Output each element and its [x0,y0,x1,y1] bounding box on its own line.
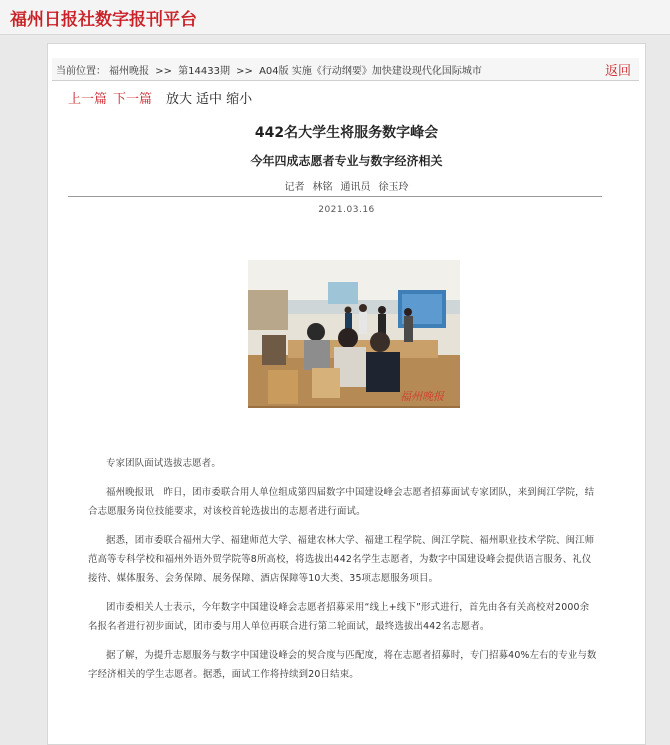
article-toolbar [68,88,256,107]
article-title: 442名大学生将服务数字峰会 [254,125,439,141]
paragraph: 据了解，为提升志愿服务与数字中国建设峰会的契合度与匹配度，将在志愿者招募时，专门招募40%左右的专业与数字经济相关的学生志愿者。据悉，面试工作将持续到20日结束。 [88,650,597,680]
breadcrumb-separator: >> [155,66,172,77]
article-panel [47,43,646,745]
breadcrumb [56,62,485,77]
zoom-in-link[interactable]: 放大 [166,92,193,107]
paragraph: 专家团队面试选拔志愿者。 [106,458,221,469]
prev-article-link[interactable]: 上一篇 [68,92,108,107]
breadcrumb-bar [52,58,639,81]
breadcrumb-issue-link[interactable]: 第14433期 [178,66,230,77]
back-link[interactable]: 返回 [604,64,631,79]
breadcrumb-separator: >> [236,66,253,77]
photo-watermark: 福州晚报 [400,390,444,403]
fit-zoom-link[interactable]: 适中 [196,92,223,107]
breadcrumb-section-link[interactable]: A04版 实施《行动纲要》加快建设现代化国际城市 [259,66,482,77]
site-header [0,0,670,35]
publish-date: 2021.03.16 [318,205,375,215]
correspondent-name: 徐玉玲 [378,182,409,193]
divider [68,196,602,197]
breadcrumb-prefix: 当前位置： [56,66,106,77]
zoom-out-link[interactable]: 缩小 [226,92,253,107]
next-article-link[interactable]: 下一篇 [113,92,153,107]
breadcrumb-paper-link[interactable]: 福州晚报 [109,66,149,77]
paragraph: 据悉，团市委联合福州大学、福建师范大学、福建农林大学、福建工程学院、闽江学院、福州职业技术学院、闽江师范高等专科学校和福州外语外贸学院等8所高校，将选拔出442名学生志愿者，为数字中国建设峰会提供语言服务、礼仪接待、媒体服务、会务保障、展务保障、酒店保障等10大类、35项志愿服务项目。 [88,535,595,584]
reporter-label: 记者 [284,182,305,193]
article-body [88,454,598,694]
article-subtitle: 今年四成志愿者专业与数字经济相关 [250,154,443,168]
site-title[interactable]: 福州日报社数字报刊平台 [10,9,197,30]
paragraph: 团市委相关人士表示，今年数字中国建设峰会志愿者招募采用“线上+线下”形式进行，首先由各有关高校对2000余名报名者进行初步面试，团市委与用人单位再联合进行第二轮面试，最终选拔出442名志愿者。 [88,602,590,632]
reporter-name: 林铭 [312,182,333,193]
paragraph: 福州晚报讯 昨日，团市委联合用人单位组成第四届数字中国建设峰会志愿者招募面试专家团队，来到闽江学院，结合志愿服务岗位技能要求，对该校首轮选拔出的志愿者进行面试。 [88,487,595,517]
article-photo[interactable] [248,260,460,408]
byline [48,178,645,193]
correspondent-label: 通讯员 [340,182,371,193]
photo-illustration [248,260,460,408]
